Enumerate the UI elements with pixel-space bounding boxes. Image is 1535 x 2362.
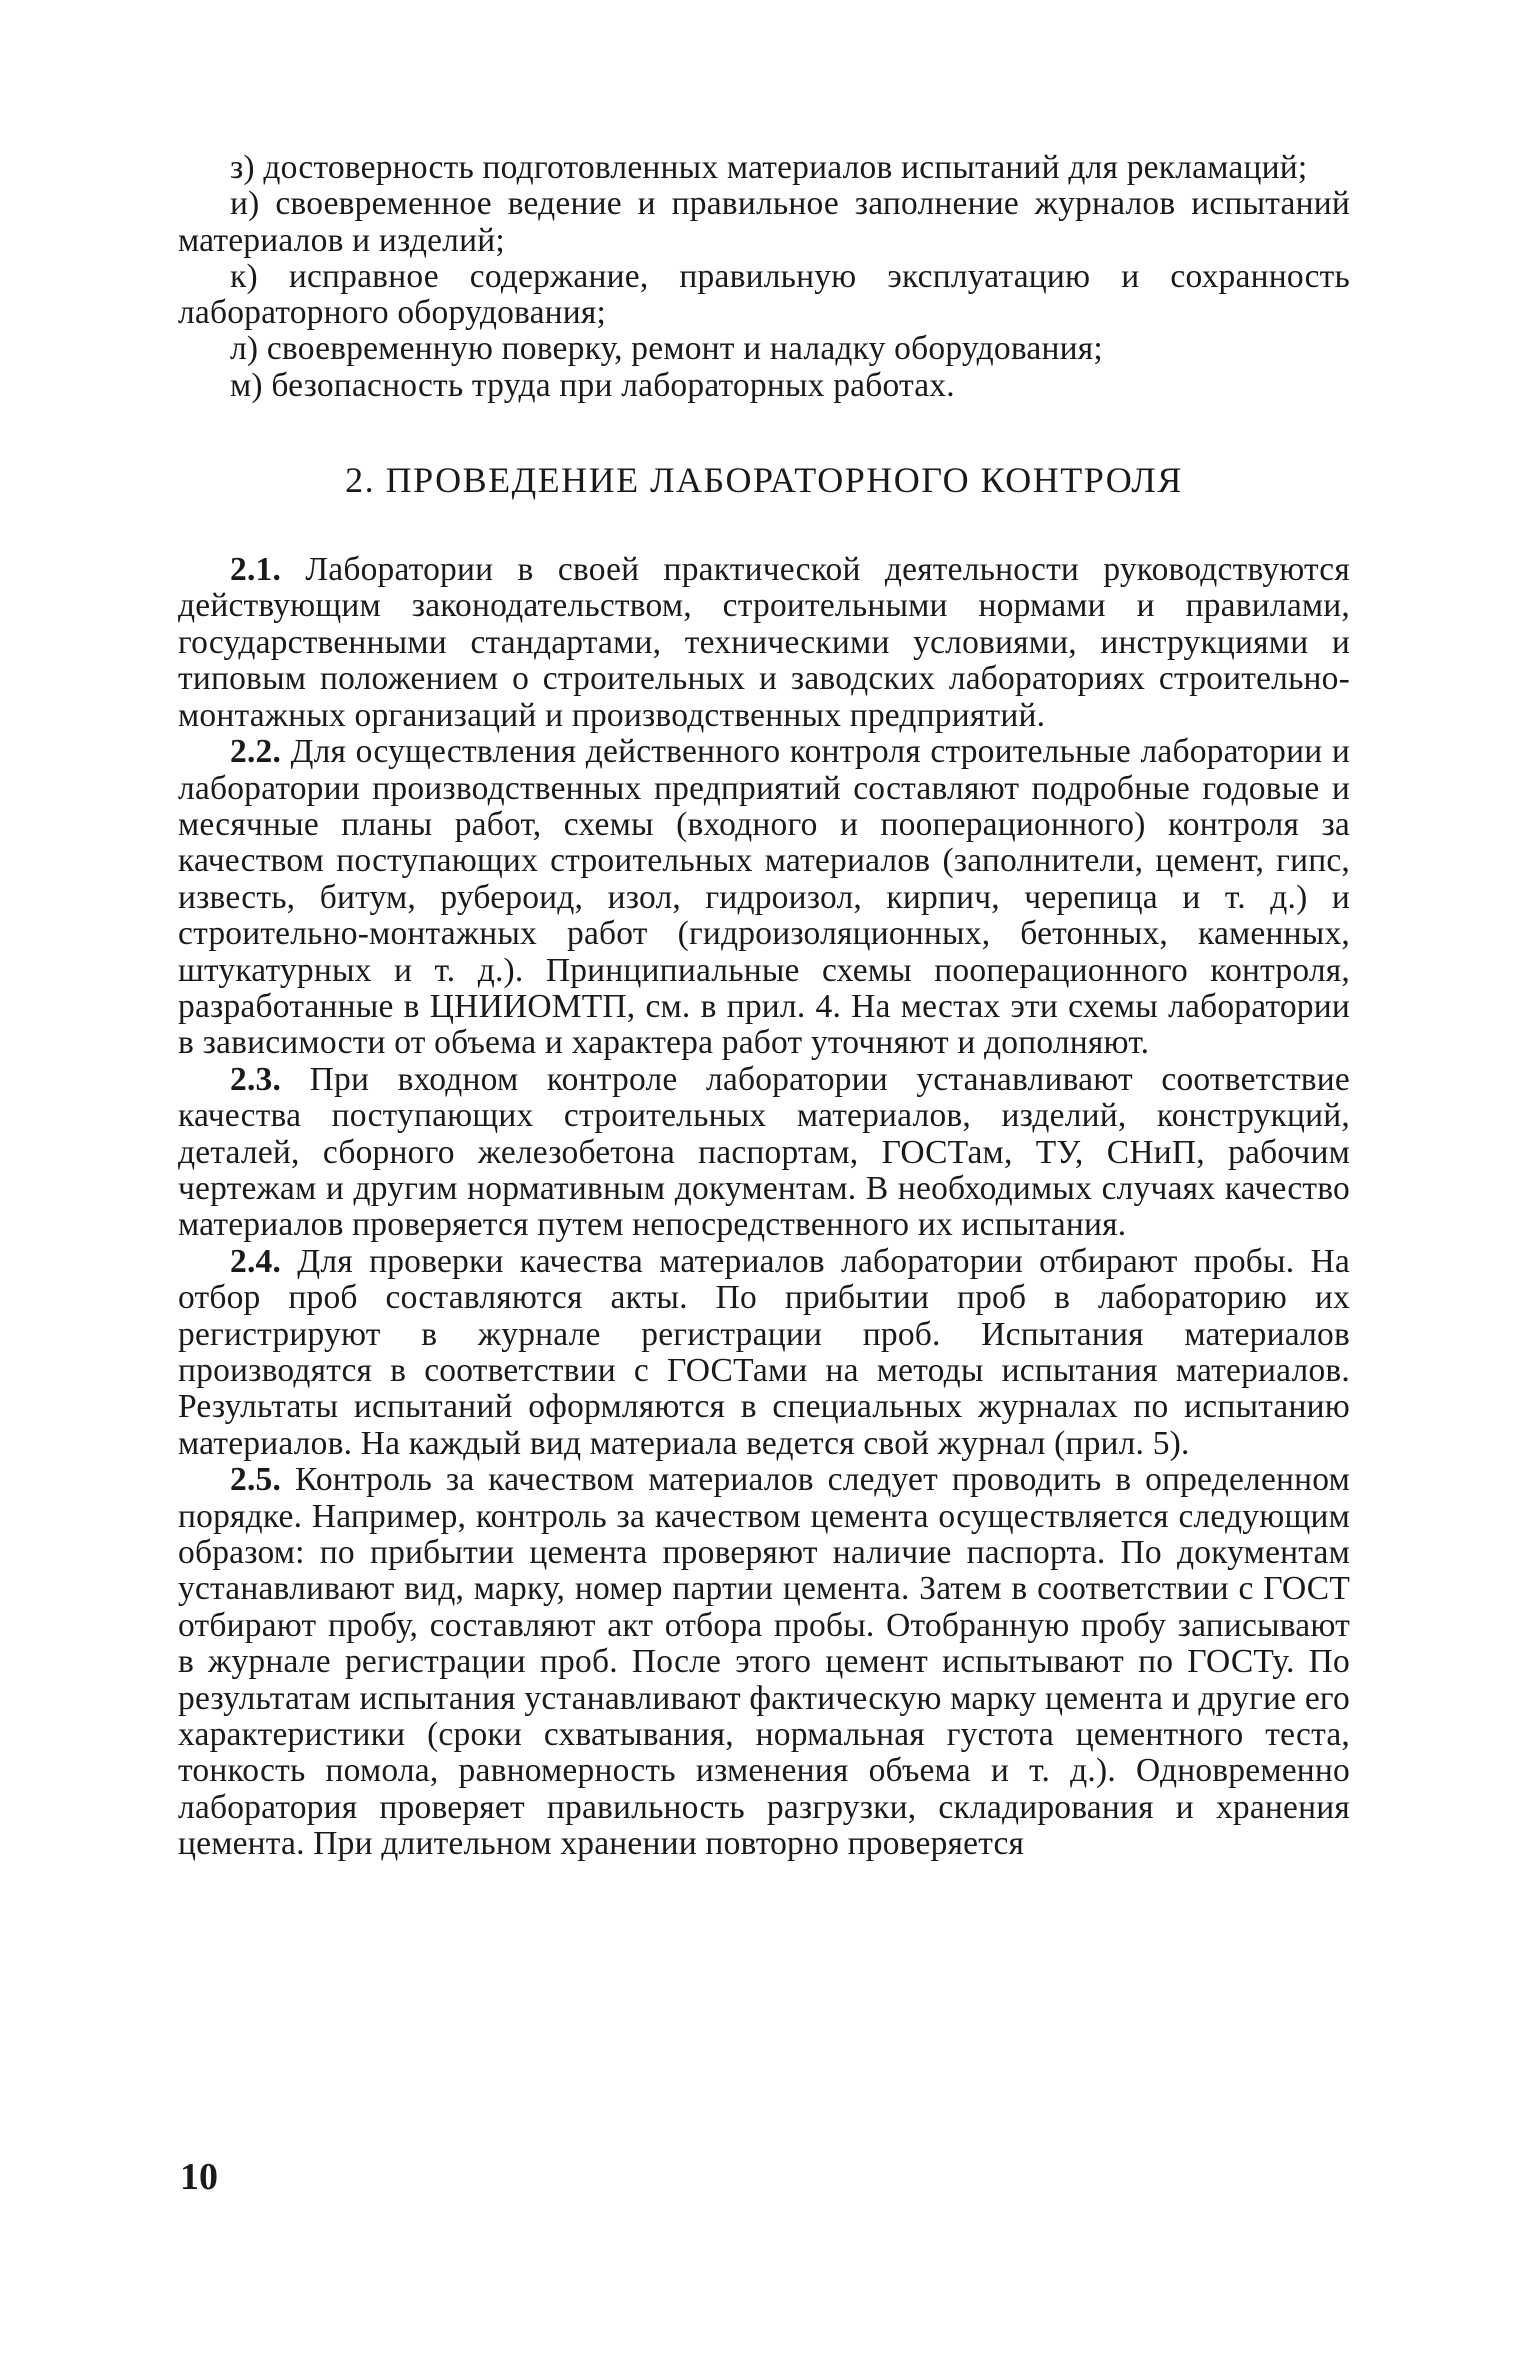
- paragraph-text: Для проверки качества материалов лаборатории отбирают пробы. На отбор проб составляются акты. По прибытии проб в лабораторию их регистрируют в журнале регистрации проб. Испытания материалов производятся в соответствии с ГОСТами на методы испытания материалов. Результаты испытаний оформляются в специальных журналах по испытанию материалов. На каждый вид материала ведется свой журнал (прил. 5).: [178, 1242, 1350, 1462]
- paragraph-number: 2.2.: [230, 733, 282, 771]
- section-heading: 2. ПРОВЕДЕНИЕ ЛАБОРАТОРНОГО КОНТРОЛЯ: [345, 460, 1183, 501]
- list-item-i: и) своевременное ведение и правильное заполнение журналов испытаний материалов и изделий;: [178, 185, 1350, 259]
- paragraph-text: При входном контроле лаборатории устанавливают соответствие качества поступающих строительных материалов, изделий, конструкций, деталей, сборного железобетона паспортам, ГОСТам, ТУ, СНиП, рабочим чертежам и другим нормативным документам. В необходимых случаях качество материалов проверяется путем непосредственного их испытания.: [178, 1060, 1351, 1244]
- paragraph-2-4: [178, 1244, 1350, 1462]
- section-body: [178, 552, 1350, 1863]
- paragraph-2-2: [178, 734, 1350, 1062]
- paragraph-2-3: [178, 1062, 1350, 1244]
- paragraph-text: Для осуществления действенного контроля строительные лаборатории и лаборатории производственных предприятий составляют подробные годовые и месячные планы работ, схемы (входного и пооперационного) контроля за качеством поступающих строительных материалов (заполнители, цемент, гипс, известь, битум, рубероид, изол, гидроизол, кирпич, черепица и т. д.) и строительно-монтажных работ (гидроизоляционных, бетонных, каменных, штукатурных и т. д.). Принципиальные схемы пооперационного контроля, разработанные в ЦНИИОМТП, см. в прил. 4. На местах эти схемы лаборатории в зависимости от объема и характера работ уточняют и дополняют.: [178, 733, 1350, 1062]
- paragraph-number: 2.5.: [230, 1461, 282, 1499]
- paragraph-2-1: [178, 552, 1350, 734]
- list-item-l: л) своевременную поверку, ремонт и наладку оборудования;: [230, 330, 1103, 368]
- list-item-z: з) достоверность подготовленных материалов испытаний для рекламаций;: [230, 149, 1308, 186]
- paragraph-text: Контроль за качеством материалов следует проводить в определенном порядке. Например, контроль за качеством цемента осуществляется следующим образом: по прибытии цемента проверяют наличие паспорта. По документам устанавливают вид, марку, номер партии цемента. Затем в соответствии с ГОСТ отбирают пробу, составляют акт отбора пробы. Отобранную пробу записывают в журнале регистрации проб. После этого цемент испытывают по ГОСТу. По результатам испытания устанавливают фактическую марку цемента и другие его характеристики (сроки схватывания, нормальная густота цементного теста, тонкость помола, равномерность изменения объема и т. д.). Одновременно лаборатория проверяет правильность разгрузки, складирования и хранения цемента. При длительном хранении повторно проверяется: [178, 1461, 1351, 1863]
- paragraph-2-5: [178, 1462, 1350, 1862]
- paragraph-text: Лаборатории в своей практической деятельности руководствуются действующим законодательством, строительными нормами и правилами, государственными стандартами, техническими условиями, инструкциями и типовым положением о строительных и заводских лабораториях строительно-монтажных организаций и производственных предприятий.: [178, 551, 1350, 734]
- paragraph-number: 2.4.: [230, 1242, 282, 1280]
- responsibility-list: [178, 150, 1350, 404]
- page-content: [178, 150, 1350, 1863]
- paragraph-number: 2.3.: [230, 1060, 282, 1098]
- paragraph-number: 2.1.: [230, 551, 282, 589]
- list-item-k: к) исправное содержание, правильную эксплуатацию и сохранность лабораторного оборудования;: [178, 257, 1350, 332]
- page-number: 10: [180, 2156, 218, 2198]
- list-item-m: м) безопасность труда при лабораторных работах.: [230, 366, 955, 404]
